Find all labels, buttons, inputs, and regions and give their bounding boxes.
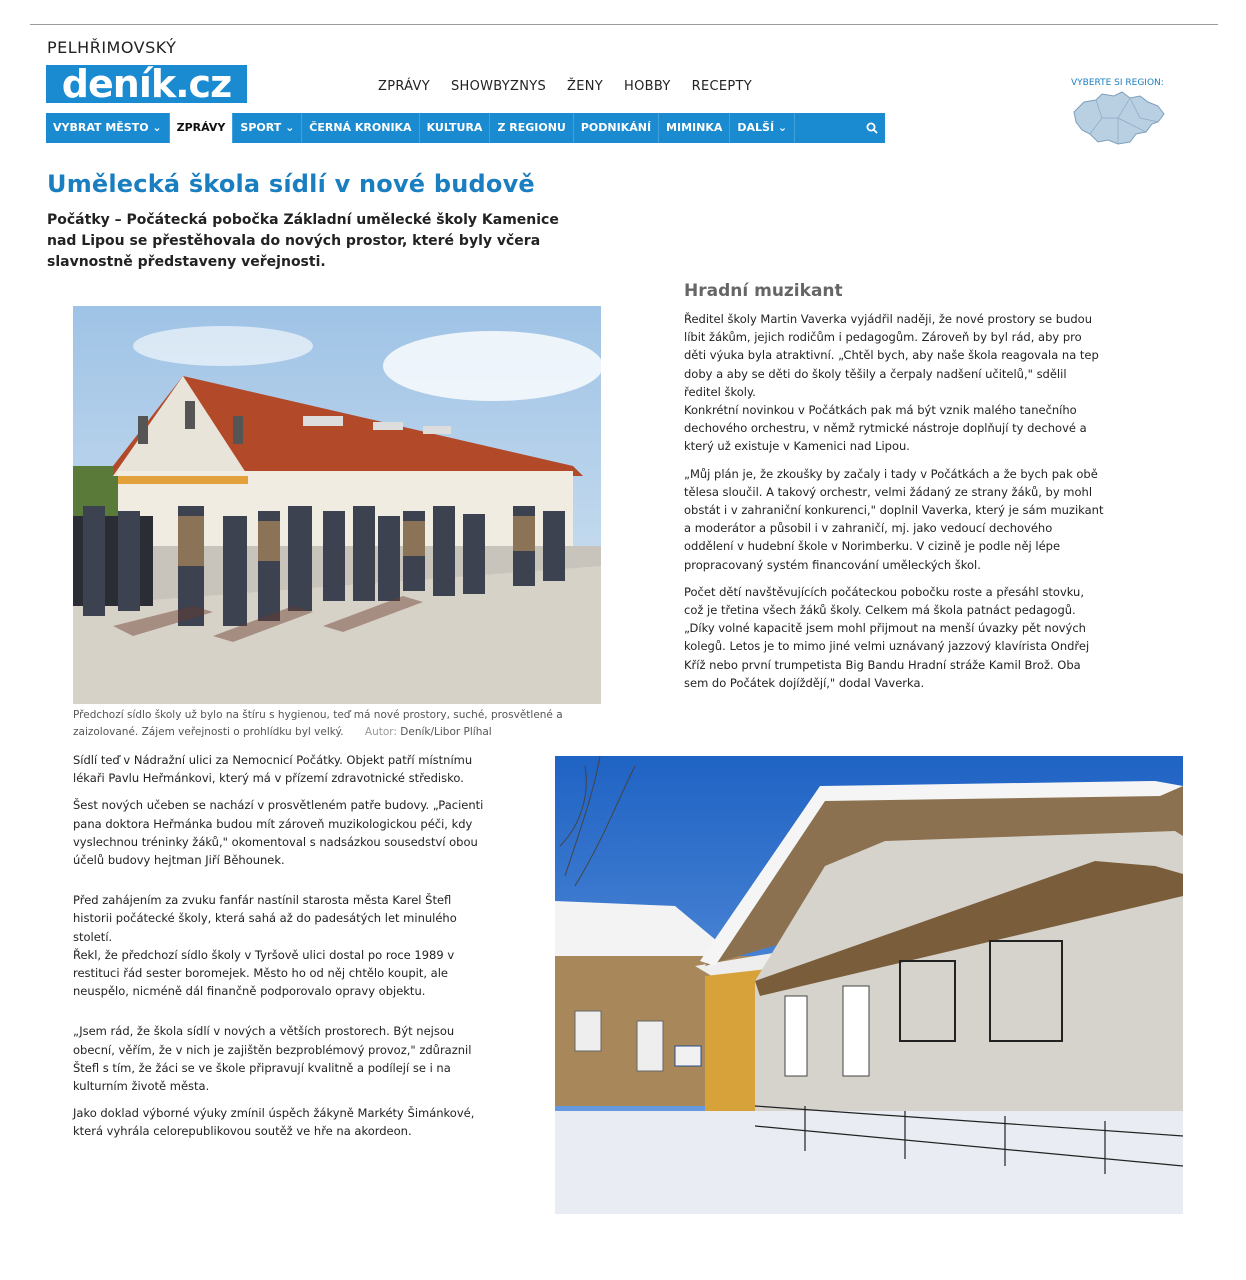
body-paragraph: Jako doklad výborné výuky zmínil úspěch žákyně Markéty Šimánkové, která vyhrála celorepublikovou soutěž ve hře na akordeon. [73,1106,475,1139]
region-select-label: VYBERTE SI REGION: [1071,78,1164,88]
nav-cerna-kronika[interactable] [302,113,419,143]
search-button[interactable] [859,113,885,143]
nav-dalsi[interactable] [730,113,795,143]
chevron-down-icon: ⌄ [152,121,162,134]
nav-label: DALŠÍ [737,121,775,134]
nav-label: PODNIKÁNÍ [580,121,652,134]
side-article-text [684,310,1104,701]
top-nav-zpravy[interactable]: ZPRÁVY [378,79,430,94]
top-nav-hobby[interactable]: HOBBY [624,79,671,94]
side-paragraph: Počet dětí navštěvujících počáteckou pobočku roste a přesáhl stovku, což je třetina všech žáků školy. Celkem má škola patnáct pedagogů. „Díky volné kapacitě jsem mohl přijmout na menší úvazky pět nových kolegů. Letos je to mimo jiné velmi uznávaný jazzový klavírista Ondřej Kříž nebo první trumpetista Big Bandu Hradní stráže Kamil Brož. Oba sem do Počátek dojíždějí," dodal Vaverka. [684,584,1090,690]
article-photo-old-building[interactable] [555,756,1183,1214]
nav-label: Z REGIONU [497,121,566,134]
search-icon [866,122,878,134]
article-body [73,751,493,1150]
nav-label: ČERNÁ KRONIKA [309,121,412,134]
main-nav-bar [46,113,885,143]
nav-z-regionu[interactable] [490,113,573,143]
nav-label: VYBRAT MĚSTO [53,121,149,134]
author-label: Autor: [364,726,397,738]
body-paragraph: Před zahájením za zvuku fanfár nastínil starosta města Karel Štefl historii počátecké školy, která sahá až do padesátých let minulého století. Řekl, že předchozí sídlo školy v Tyršově ulici dostal po roce 1989 v restituci řád sester boromejek. Město ho od něj chtělo koupit, ale neuspělo, nicméně dál finančně podporovalo opravy objektu. [73,893,457,999]
article-lead: Počátky – Počátecká pobočka Základní umělecké školy Kamenice nad Lipou se přestěhovala do nových prostor, které byly včera slavnostně představeny veřejnosti. [47,212,559,270]
article-photo-new-building[interactable] [73,306,601,704]
old-building-illustration [555,756,1183,1214]
photo-caption [73,707,593,741]
side-paragraph: „Můj plán je, že zkoušky by začaly i tady v Počátkách a že bych pak obě tělesa sloučil. A takový orchestr, velmi žádaný ze strany žáků, by mohl obstát i v zahraniční konkurenci," doplnil Vaverka, který je sám muzikant a moderátor a působil i v zahraničí, mj. jako vedoucí dechového oddělení v hudební škole v Norimberku. V cizině je podle něj lépe propracovaný systém financování uměleckých škol. [684,466,1104,572]
denik-logo[interactable]: deník.cz [46,65,247,103]
photo-author: Deník/Libor Plíhal [400,726,492,738]
nav-label: KULTURA [426,121,483,134]
side-paragraph: Ředitel školy Martin Vaverka vyjádřil naději, že nové prostory se budou líbit žákům, jejich rodičům i pedagogům. Zároveň by byl rád, aby pro děti výuka byla atraktivní. „Chtěl bych, aby naše škola reagovala na tep doby a aby se děti do školy těšily a čerpaly nadšení učitelů," sdělil ředitel školy. Konkrétní novinkou v Počátkách pak má být vznik malého tanečního dechového orchestru, v němž rytmické nástroje doplňují ty dechové a který už existuje v Kamenici nad Lipou. [684,312,1099,454]
body-paragraph: Sídlí teď v Nádražní ulici za Nemocnicí Počátky. Objekt patří místnímu lékaři Pavlu Heřmánkovi, který má v přízemí zdravotnické středisko. [73,753,473,786]
nav-zpravy[interactable] [170,113,234,143]
nav-label: SPORT [240,121,282,134]
body-paragraph: „Jsem rád, že škola sídlí v nových a větších prostorech. Být nejsou obecní, věřím, že v nich je zajištěn bezproblémový provoz," zdůraznil Štefl s tím, že žáci se ve škole připravují kvalitně a podílejí se i na kulturním životě města. [73,1024,472,1094]
nav-label: MIMINKA [666,121,723,134]
nav-vybrat-mesto[interactable] [46,113,170,143]
top-nav-zeny[interactable]: ŽENY [567,79,604,94]
nav-sport[interactable] [233,113,302,143]
top-divider [30,24,1218,25]
article-title: Umělecká škola sídlí v nové budově [47,170,535,198]
body-paragraph: Šest nových učeben se nachází v prosvětleném patře budovy. „Pacienti pana doktora Heřmánka budou mít zároveň muzikologickou péči, kdy vyslechnou tréninky žáků," okomentoval s nadsázkou sousedství obou účelů budovy hejtman Jiří Běhounek. [73,798,484,868]
new-building-illustration [73,306,601,704]
nav-label: ZPRÁVY [176,121,226,134]
site-region-name: PELHŘIMOVSKÝ [47,38,177,57]
czech-map-icon[interactable] [1068,88,1168,148]
chevron-down-icon: ⌄ [285,121,295,134]
top-nav-showbyznys[interactable]: SHOWBYZNYS [450,79,547,94]
chevron-down-icon: ⌄ [777,121,788,134]
top-nav [378,79,752,94]
side-heading: Hradní muzikant [684,281,843,301]
caption-text: Předchozí sídlo školy už bylo na štíru s hygienou, teď má nové prostory, suché, prosvětlené a zaizolované. Zájem veřejnosti o prohlídku byl velký. [73,709,563,738]
nav-podnikani[interactable] [574,113,659,143]
nav-kultura[interactable] [420,113,491,143]
nav-miminka[interactable] [659,113,730,143]
top-nav-recepty[interactable]: RECEPTY [691,79,752,94]
